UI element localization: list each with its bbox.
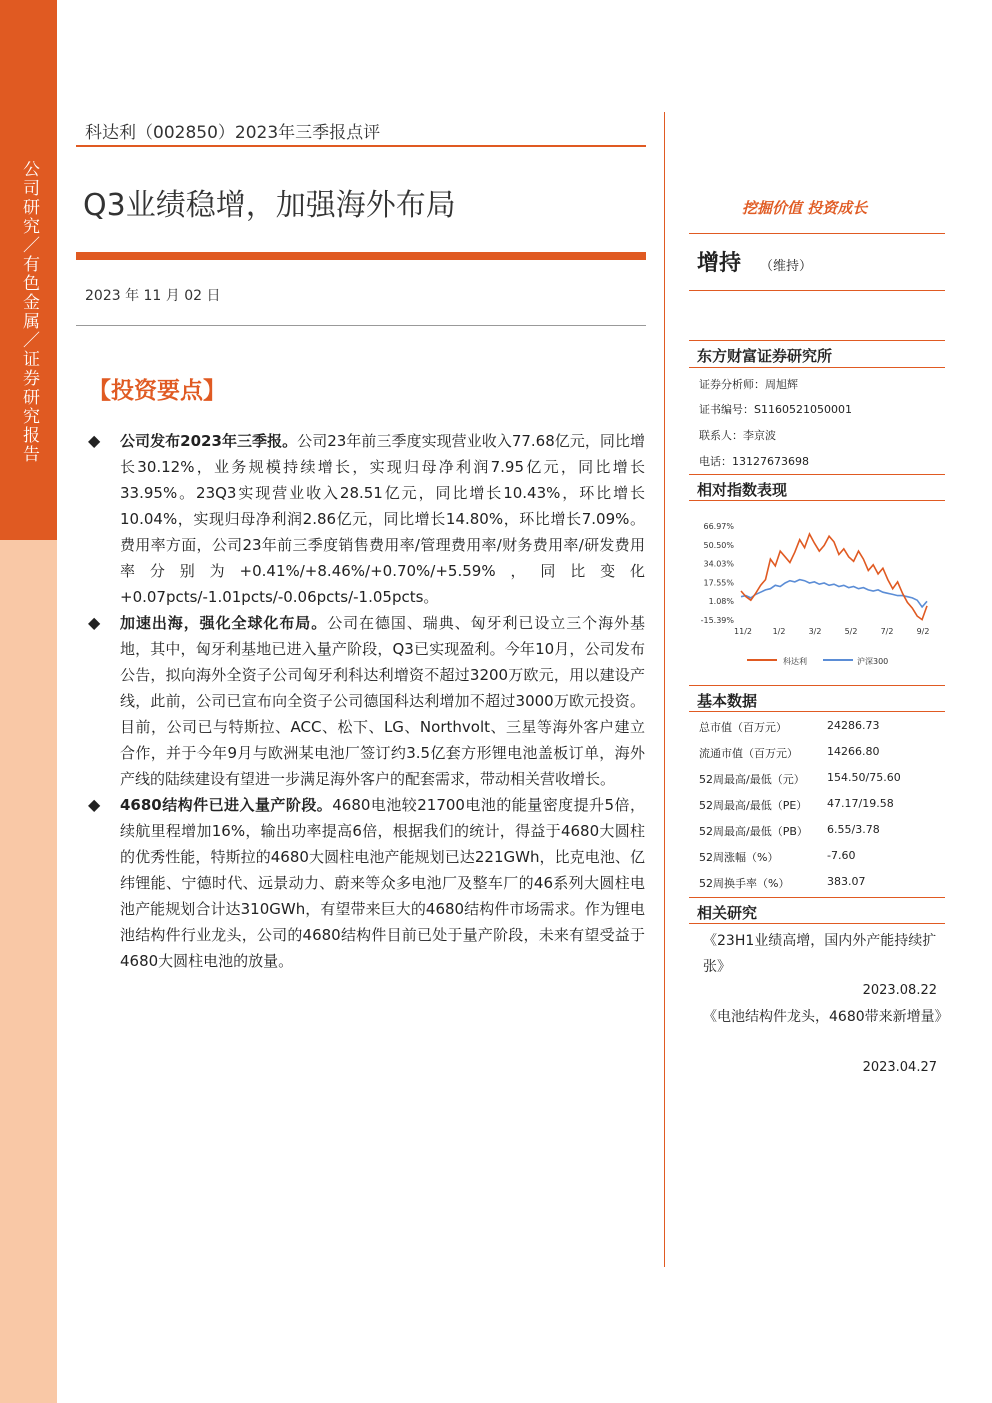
basic-data-key: 总市值（百万元） (699, 721, 787, 734)
bullet-text: 公司在德国、瑞典、匈牙利已设立三个海外基地，其中，匈牙利基地已进入量产阶段，Q3已实现盈利。今年10月，公司发布公告，拟向海外全资子公司匈牙利科达利增资不超过3200万欧元，用以建设产线，此前，公司已宣布向全资子公司德国科达利增加不超过3000万欧元投资。目前，公司已与特斯拉、ACC、松下、LG、Northvolt、三星等海外客户建立合作，并于今年9月与欧洲某电池厂签订约3.5亿套方形锂电池盖板订单，海外产线的陆续建设有望进一步满足海外客户的配套需求，带动相关营收增长。 (120, 614, 645, 788)
basic-data-key: 52周涨幅（%） (699, 851, 779, 864)
perf-title: 相对指数表现 (697, 481, 788, 499)
related-report[interactable]: 《23H1业绩高增，国内外产能持续扩张》 (703, 933, 937, 975)
basic-data-key: 52周换手率（%） (699, 877, 790, 890)
report-title: 科达利（002850）2023年三季报点评 (85, 123, 381, 143)
report-date: 2023 年 11 月 02 日 (85, 288, 221, 304)
bullet-item (88, 610, 645, 792)
x-tick-label: 5/2 (844, 627, 858, 636)
slogan: 挖掘价值 投资成长 (742, 199, 868, 217)
related-report[interactable]: 《电池结构件龙头，4680带来新增量》 (703, 1009, 949, 1025)
basic-data-value: 14266.80 (827, 745, 880, 758)
right-divider (689, 500, 945, 501)
bullet-lead: 加速出海，强化全球化布局。 (120, 614, 328, 632)
basic-data-row (699, 823, 939, 839)
right-divider (689, 474, 945, 475)
header-divider (76, 145, 646, 147)
basic-data-row (699, 771, 939, 787)
series-line-kodali (741, 534, 927, 620)
x-tick-label: 9/2 (916, 627, 930, 636)
section-heading: 【投资要点】 (88, 377, 226, 404)
bullet-text: 公司23年前三季度实现营业收入77.68亿元，同比增长30.12%，业务规模持续增长，实现归母净利润7.95亿元，同比增长33.95%。23Q3实现营业收入28.51亿元，同比增长10.43%，环比增长10.04%，实现归母净利润2.86亿元，同比增长14.80%，环比增长7.09%。费用率方面，公司23年前三季度销售费用率/管理费用率/财务费用率/研发费用率分别为+0.41%/+8.46%/+0.70%/+5.59%，同比变化+0.07pcts/-1.01pcts/-0.06pcts/-1.05pcts。 (120, 432, 645, 606)
contact: 联系人：李京波 (699, 429, 776, 442)
diamond-icon: ◆ (88, 795, 101, 814)
diamond-icon: ◆ (88, 613, 101, 632)
basic-data-key: 流通市值（百万元） (699, 747, 798, 760)
related-date: 2023.04.27 (862, 1060, 937, 1075)
diamond-icon: ◆ (88, 431, 101, 450)
investment-points (88, 428, 645, 974)
basic-data-key: 52周最高/最低（PE） (699, 799, 808, 812)
basic-data-row (699, 719, 939, 735)
x-tick-label: 3/2 (808, 627, 822, 636)
legend-label-kodali: 科达利 (783, 657, 807, 666)
basic-data-row (699, 797, 939, 813)
phone: 电话：13127673698 (699, 455, 809, 468)
bullet-text: 4680电池较21700电池的能量密度提升5倍，续航里程增加16%，输出功率提高6倍，根据我们的统计，得益于4680大圆柱的优秀性能，特斯拉的4680大圆柱电池产能规划已达221GWh，比克电池、亿纬锂能、宁德时代、远景动力、蔚来等众多电池厂及整车厂的46系列大圆柱电池产能规划合计达310GWh，有望带来巨大的4680结构件市场需求。作为锂电池结构件行业龙头，公司的4680结构件目前已处于量产阶段，未来有望受益于4680大圆柱电池的放量。 (120, 796, 646, 970)
certificate: 证书编号：S1160521050001 (699, 403, 852, 416)
right-divider (689, 711, 945, 712)
right-divider (689, 290, 945, 291)
related-title: 相关研究 (697, 904, 758, 922)
right-divider (689, 685, 945, 686)
basic-data-row (699, 849, 939, 865)
relative-performance-chart (689, 510, 945, 675)
x-tick-label: 11/2 (734, 627, 752, 636)
related-date: 2023.08.22 (862, 983, 937, 998)
y-tick-label: 50.50% (703, 540, 734, 550)
y-tick-label: 34.03% (703, 559, 734, 569)
basic-data-row (699, 875, 939, 891)
basic-data-value: 24286.73 (827, 719, 880, 732)
basic-data-value: 154.50/75.60 (827, 771, 901, 784)
basic-data-title: 基本数据 (697, 692, 758, 710)
rating: 增持 (697, 251, 742, 276)
right-divider (689, 340, 945, 341)
basic-data-key: 52周最高/最低（元） (699, 773, 805, 786)
bullet-item (88, 792, 645, 974)
page-title: Q3业绩稳增，加强海外布局 (83, 188, 456, 223)
right-divider (689, 367, 945, 368)
bullet-item (88, 428, 645, 610)
bullet-lead: 4680结构件已进入量产阶段。 (120, 796, 333, 814)
right-divider (689, 233, 945, 234)
date-divider (76, 325, 646, 326)
institute-name: 东方财富证券研究所 (697, 347, 833, 365)
right-divider (689, 923, 945, 924)
x-tick-label: 7/2 (880, 627, 894, 636)
y-tick-label: 1.08% (708, 597, 734, 607)
basic-data-value: 6.55/3.78 (827, 823, 880, 836)
y-tick-label: 17.55% (703, 578, 734, 588)
legend-label-hs300: 沪深300 (857, 657, 889, 666)
y-tick-label: 66.97% (703, 522, 734, 531)
y-tick-label: -15.39% (700, 616, 734, 625)
sidebar-light (0, 540, 57, 1403)
basic-data-key: 52周最高/最低（PB） (699, 825, 808, 838)
basic-data-value: 383.07 (827, 875, 866, 888)
rating-status: （维持） (760, 259, 813, 274)
right-divider (689, 897, 945, 898)
basic-data-value: -7.60 (827, 849, 856, 862)
analyst: 证券分析师：周旭辉 (699, 378, 798, 391)
x-tick-label: 1/2 (772, 627, 786, 636)
sidebar-label: 公司研究／有色金属／证券研究报告 (19, 160, 39, 464)
column-divider (664, 112, 665, 1267)
bullet-lead: 公司发布2023年三季报。 (120, 432, 298, 450)
basic-data-value: 47.17/19.58 (827, 797, 894, 810)
basic-data-row (699, 745, 939, 761)
title-bar (76, 252, 646, 260)
